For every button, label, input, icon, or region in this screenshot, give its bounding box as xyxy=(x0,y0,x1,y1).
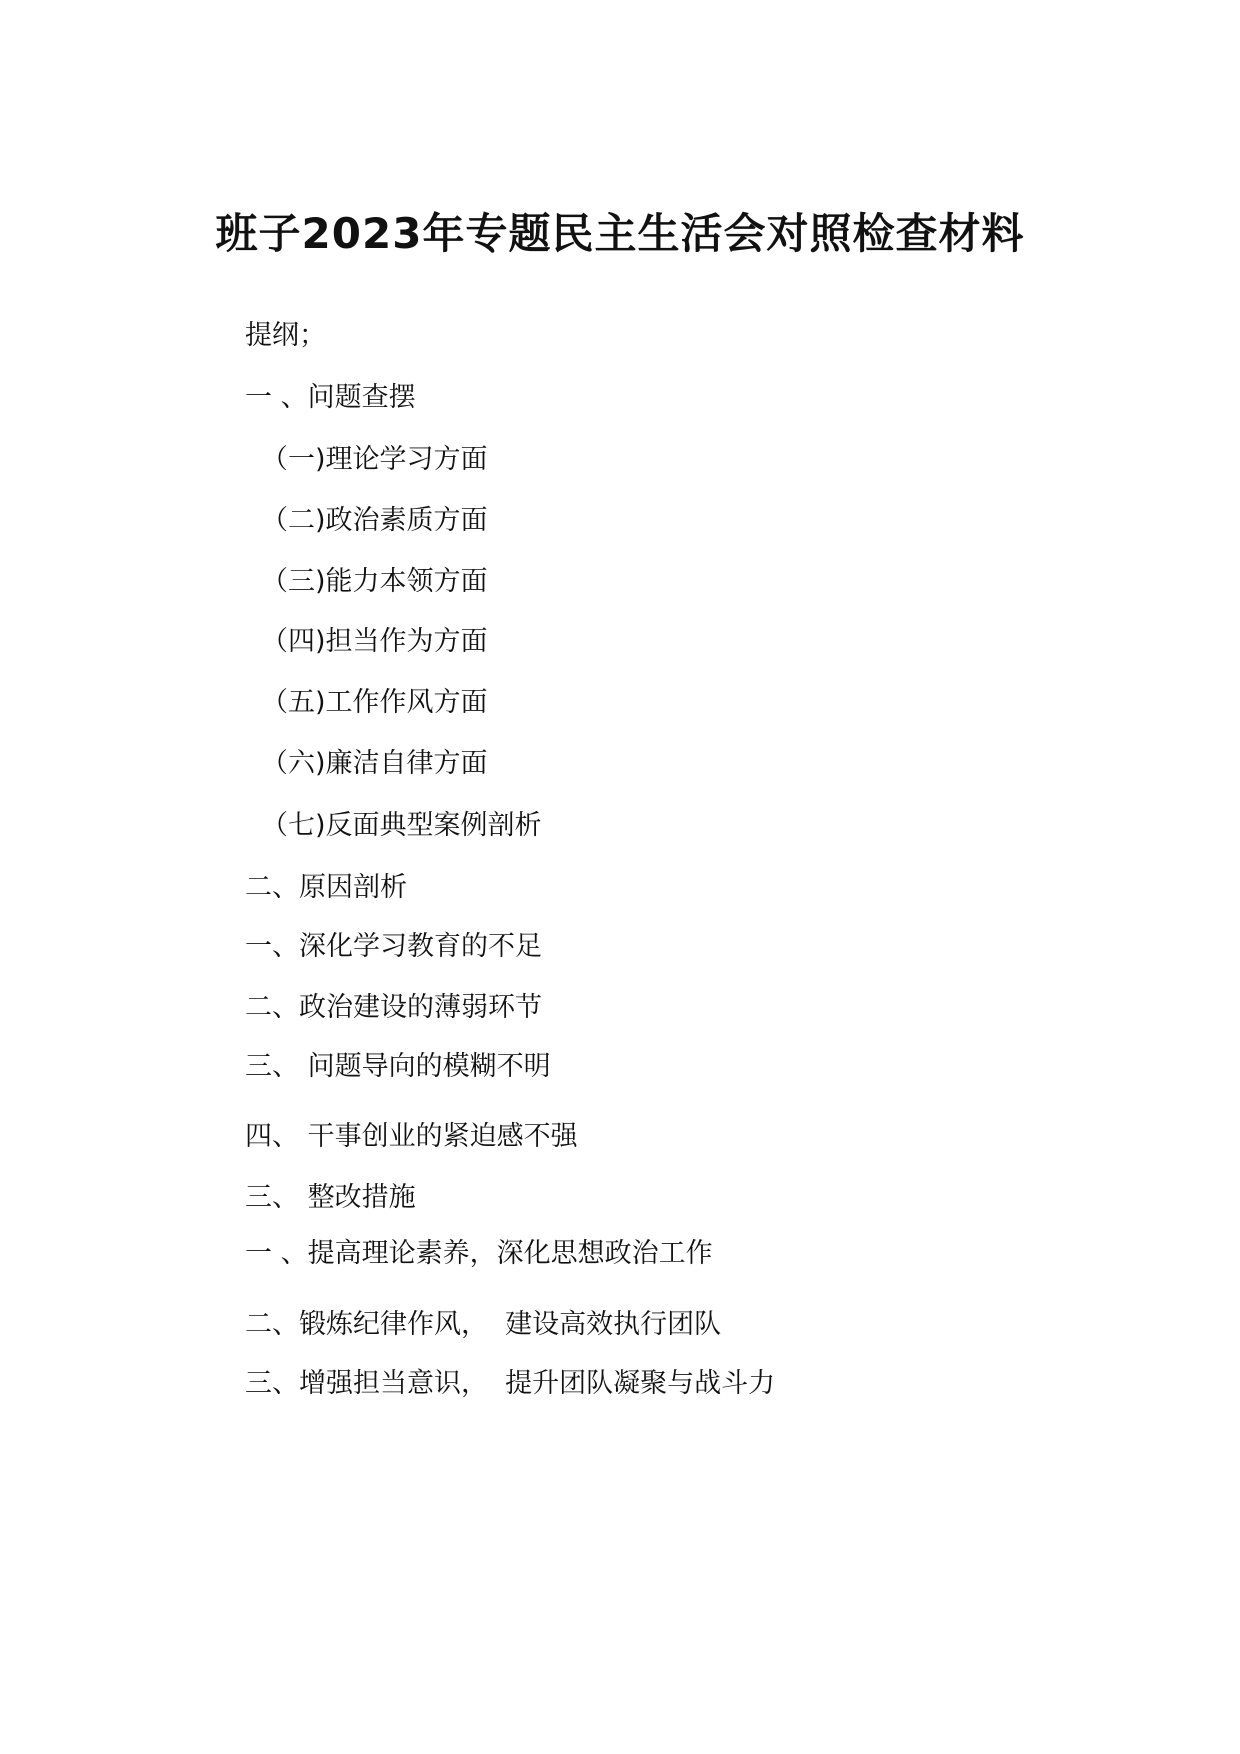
outline-item: （二)政治素质方面 xyxy=(261,505,488,536)
outline-item: 三、增强担当意识， 提升团队凝聚与战斗力 xyxy=(245,1368,776,1399)
document-title: 班子2023年专题民主生活会对照检查材料 xyxy=(215,209,1025,258)
outline-item: 一 、提高理论素养，深化思想政治工作 xyxy=(245,1238,713,1269)
outline-item: 三、 问题导向的模糊不明 xyxy=(245,1051,551,1082)
outline-item: （三)能力本领方面 xyxy=(261,566,488,597)
outline-item: （七)反面典型案例剖析 xyxy=(261,810,542,841)
section-heading-measures: 三、 整改措施 xyxy=(245,1182,416,1213)
outline-item: 二、锻炼纪律作风， 建设高效执行团队 xyxy=(245,1309,722,1340)
outline-item: （五)工作作风方面 xyxy=(261,687,488,718)
outline-label: 提纲； xyxy=(245,320,326,351)
outline-item: 一、深化学习教育的不足 xyxy=(245,931,542,962)
section-heading-causes: 二、原因剖析 xyxy=(245,872,407,903)
section-heading-problems: 一 、问题查摆 xyxy=(245,382,416,413)
outline-item: （一)理论学习方面 xyxy=(261,444,488,475)
outline-item: （四)担当作为方面 xyxy=(261,626,488,657)
outline-item: 四、 干事创业的紧迫感不强 xyxy=(245,1121,578,1152)
outline-item: 二、政治建设的薄弱环节 xyxy=(245,992,542,1023)
outline-item: （六)廉洁自律方面 xyxy=(261,748,488,779)
